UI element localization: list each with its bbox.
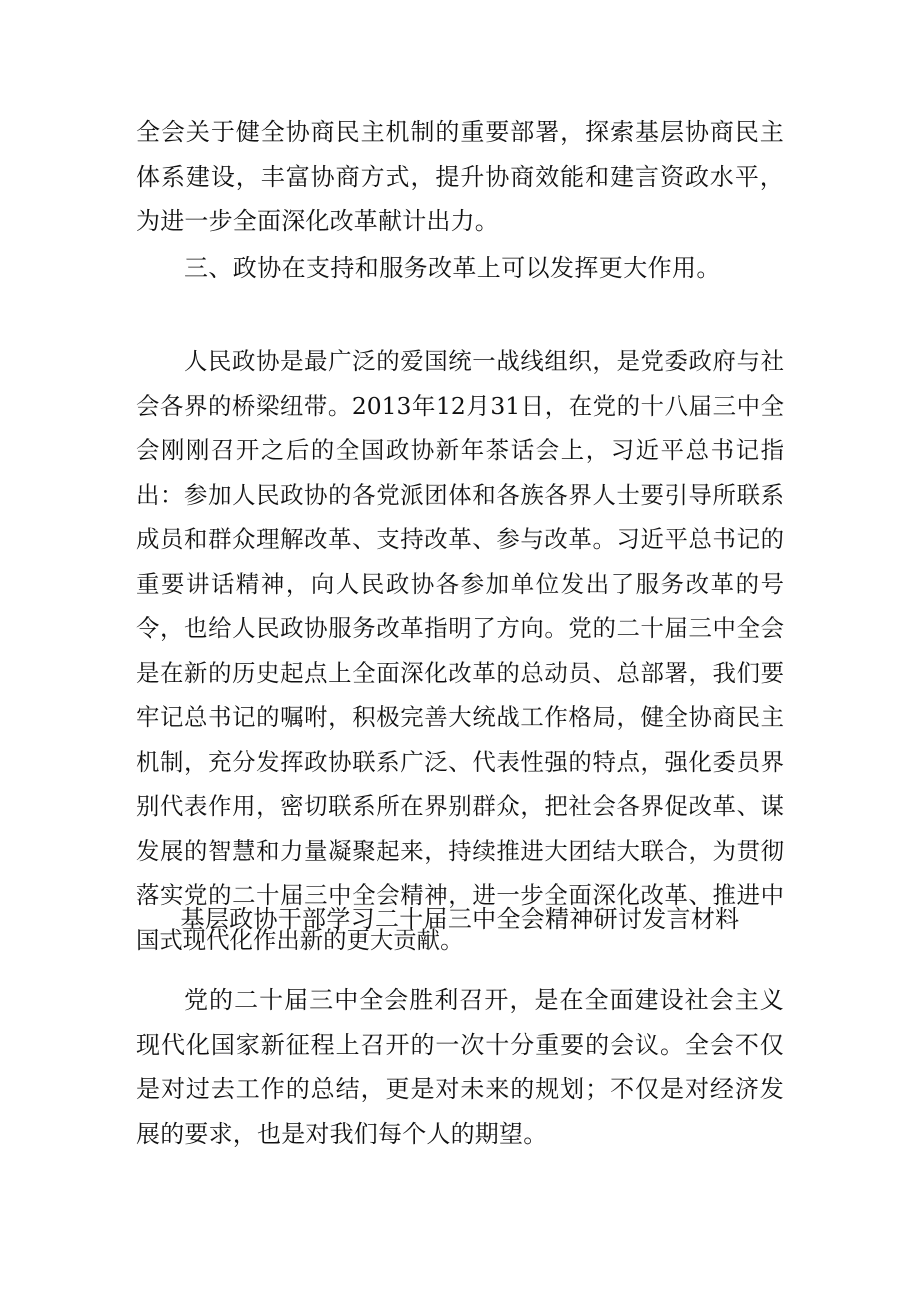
continued-paragraph: 全会关于健全协商民主机制的重要部署，探索基层协商民主体系建设，丰富协商方式，提升协商效能和建言资政水平，为进一步全面深化改革献计出力。 [136,118,784,235]
intro-paragraph: 党的二十届三中全会胜利召开，是在全面建设社会主义现代化国家新征程上召开的一次十分重要的会议。全会不仅是对过去工作的总结，更是对未来的规划；不仅是对经济发展的要求，也是对我们每个人的期望。 [136,986,784,1148]
document-title: 基层政协干部学习二十届三中全会精神研讨发言材料 [180,905,740,933]
section-heading: 三、政协在支持和服务改革上可以发挥更大作用。 [184,254,721,282]
section-body-paragraph: 人民政协是最广泛的爱国统一战线组织，是党委政府与社会各界的桥梁纽带。2013年12月31日，在党的十八届三中全会刚刚召开之后的全国政协新年茶话会上，习近平总书记指出：参加人民政协的各党派团体和各族各界人士要引导所联系成员和群众理解改革、支持改革、参与改革。习近平总书记的重要讲话精神，向人民政协各参加单位发出了服务改革的号令，也给人民政协服务改革指明了方向。党的二十届三中全会是在新的历史起点上全面深化改革的总动员、总部署，我们要牢记总书记的嘱咐，积极完善大统战工作格局，健全协商民主机制，充分发挥政协联系广泛、代表性强的特点，强化委员界别代表作用，密切联系所在界别群众，把社会各界促改革、谋发展的智慧和力量凝聚起来，持续推进大团结大联合，为贯彻落实党的二十届三中全会精神，进一步全面深化改革、推进中国式现代化作出新的更大贡献。 [136,347,784,954]
